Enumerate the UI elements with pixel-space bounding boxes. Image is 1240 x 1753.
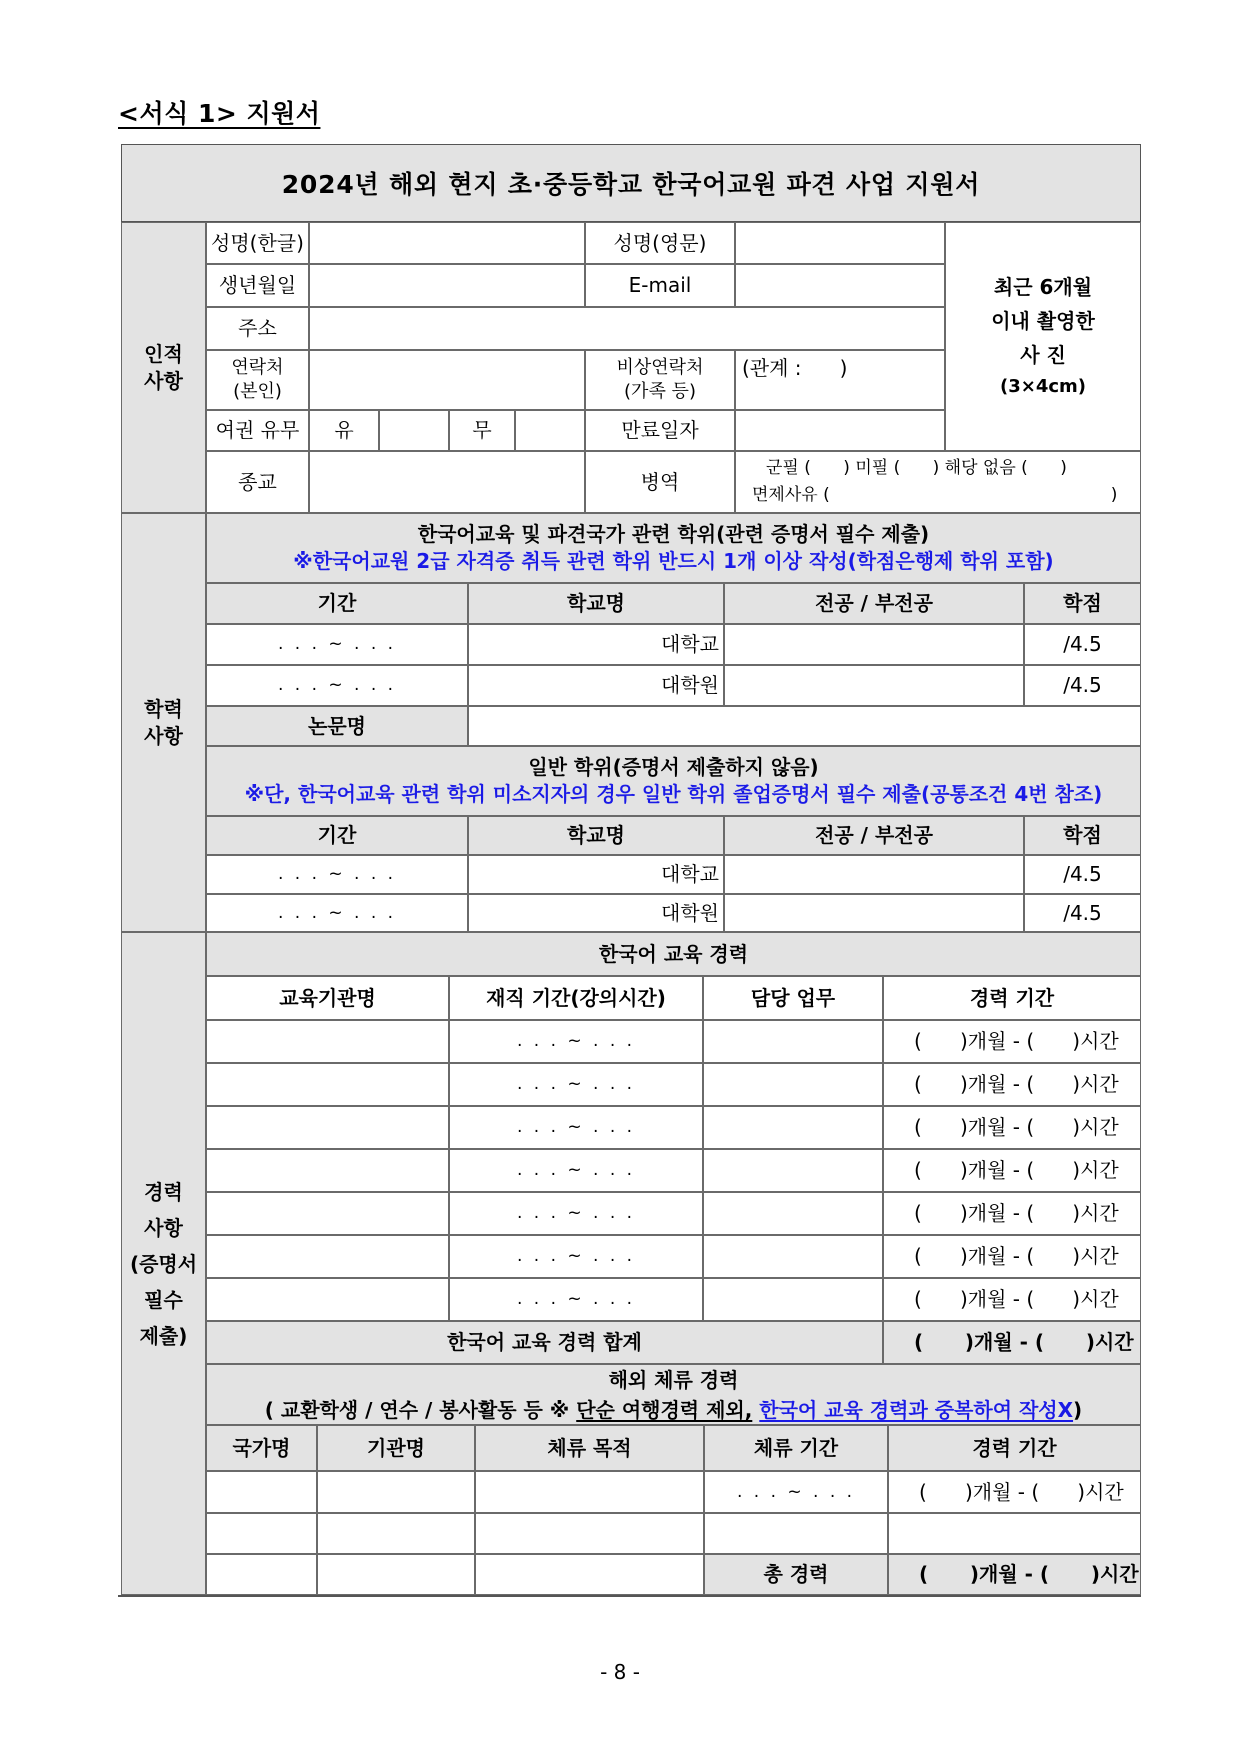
- edu1-row1-period[interactable]: . . . ~ . . .: [206, 624, 468, 665]
- career-row3-institution[interactable]: [206, 1106, 449, 1149]
- overseas-row2-country[interactable]: [206, 1513, 317, 1554]
- career-row3-tenure[interactable]: . . . ~ . . .: [449, 1106, 703, 1149]
- form-label: <서식 1> 지원서: [118, 99, 321, 128]
- overseas-col-org: 기관명: [317, 1425, 475, 1471]
- career-row1-institution[interactable]: [206, 1020, 449, 1063]
- name-kr-field[interactable]: [309, 222, 585, 264]
- personal-section-line2: 사항: [144, 368, 183, 393]
- overseas-row1-stay[interactable]: . . . ~ . . .: [704, 1471, 888, 1513]
- edu2-col-major: 전공 / 부전공: [724, 816, 1024, 855]
- edu2-col-period: 기간: [206, 816, 468, 855]
- career-row2-tenure[interactable]: . . . ~ . . .: [449, 1063, 703, 1106]
- photo-box[interactable]: [945, 222, 1141, 451]
- name-en-label: 성명(영문): [585, 222, 735, 264]
- emergency-field[interactable]: [735, 350, 945, 410]
- overseas-row2-org[interactable]: [317, 1513, 475, 1554]
- address-field[interactable]: [309, 307, 945, 350]
- overseas-row1-country[interactable]: [206, 1471, 317, 1513]
- overseas-col-stay: 체류 기간: [704, 1425, 888, 1471]
- total-career-value[interactable]: ( )개월 - ( )시간: [888, 1554, 1141, 1595]
- career-row1-duty[interactable]: [703, 1020, 883, 1063]
- overseas-note-part2: 단순 여행경력 제외,: [576, 1397, 753, 1422]
- edu2-row1-major[interactable]: [724, 855, 1024, 894]
- military-label: 병역: [585, 451, 735, 513]
- edu2-row2-school[interactable]: 대학원: [468, 894, 724, 932]
- birth-label: 생년월일: [206, 264, 309, 307]
- personal-section-label: [121, 222, 206, 513]
- career-row6-duty[interactable]: [703, 1235, 883, 1278]
- overseas-row1-career[interactable]: ( )개월 - ( )시간: [888, 1471, 1141, 1513]
- address-label: 주소: [206, 307, 309, 350]
- edu1-col-period: 기간: [206, 583, 468, 624]
- career-row6-duration[interactable]: ( )개월 - ( )시간: [883, 1235, 1141, 1278]
- career-section-line1: 경력: [144, 1179, 183, 1204]
- career-col-duration: 경력 기간: [883, 976, 1141, 1020]
- career-row4-duty[interactable]: [703, 1149, 883, 1192]
- overseas-row1-purpose[interactable]: [475, 1471, 704, 1513]
- career-row2-duty[interactable]: [703, 1063, 883, 1106]
- edu1-row2-school[interactable]: 대학원: [468, 665, 724, 706]
- career-row4-tenure[interactable]: . . . ~ . . .: [449, 1149, 703, 1192]
- overseas-row3-purpose[interactable]: [475, 1554, 704, 1595]
- edu1-row2-period[interactable]: . . . ~ . . .: [206, 665, 468, 706]
- edu2-row1-school[interactable]: 대학교: [468, 855, 724, 894]
- korean-career-total-label: 한국어 교육 경력 합계: [206, 1321, 883, 1364]
- overseas-note-part5: ): [1073, 1397, 1083, 1422]
- career-row7-tenure[interactable]: . . . ~ . . .: [449, 1278, 703, 1321]
- contact-line2: (본인): [233, 381, 282, 402]
- korean-degree-heading: [206, 513, 1141, 583]
- career-row4-duration[interactable]: ( )개월 - ( )시간: [883, 1149, 1141, 1192]
- passport-yes-field[interactable]: [379, 410, 449, 451]
- overseas-title: 해외 체류 경력: [608, 1367, 739, 1392]
- career-row3-duty[interactable]: [703, 1106, 883, 1149]
- edu1-col-gpa: 학점: [1024, 583, 1141, 624]
- emergency-line1: 비상연락처: [616, 356, 704, 378]
- overseas-col-purpose: 체류 목적: [475, 1425, 704, 1471]
- edu1-col-major: 전공 / 부전공: [724, 583, 1024, 624]
- career-section-label: [121, 932, 206, 1595]
- career-row7-duty[interactable]: [703, 1278, 883, 1321]
- career-col-tenure: 재직 기간(강의시간): [449, 976, 703, 1020]
- overseas-row3-country[interactable]: [206, 1554, 317, 1595]
- passport-no-label: 무: [449, 410, 515, 451]
- overseas-row2-stay[interactable]: [704, 1513, 888, 1554]
- religion-field[interactable]: [309, 451, 585, 513]
- personal-section-line1: 인적: [144, 341, 183, 366]
- edu1-row2-major[interactable]: [724, 665, 1024, 706]
- edu1-row2-gpa[interactable]: /4.5: [1024, 665, 1141, 706]
- edu1-col-school: 학교명: [468, 583, 724, 624]
- military-options: 군필 ( ) 미필 ( ) 해당 없음 ( ): [766, 457, 1067, 478]
- overseas-row1-org[interactable]: [317, 1471, 475, 1513]
- expiry-field[interactable]: [735, 410, 945, 451]
- overseas-row3-org[interactable]: [317, 1554, 475, 1595]
- career-row6-institution[interactable]: [206, 1235, 449, 1278]
- name-kr-label: 성명(한글): [206, 222, 309, 264]
- overseas-col-career: 경력 기간: [888, 1425, 1141, 1471]
- career-row4-institution[interactable]: [206, 1149, 449, 1192]
- emergency-label: [585, 350, 735, 410]
- military-field[interactable]: [735, 451, 1141, 513]
- emergency-line2: (가족 등): [624, 381, 696, 402]
- general-degree-title: 일반 학위(증명서 제출하지 않음): [528, 755, 819, 779]
- edu2-col-gpa: 학점: [1024, 816, 1141, 855]
- overseas-heading: [206, 1364, 1141, 1425]
- education-section-line2: 사항: [144, 723, 183, 748]
- contact-field[interactable]: [309, 350, 585, 410]
- career-section-line5: 제출): [139, 1323, 188, 1348]
- expiry-label: 만료일자: [585, 410, 735, 451]
- edu2-row1-period[interactable]: . . . ~ . . .: [206, 855, 468, 894]
- korean-career-heading: 한국어 교육 경력: [206, 932, 1141, 976]
- career-col-institution: 교육기관명: [206, 976, 449, 1020]
- career-section-line4: 필수: [144, 1287, 183, 1312]
- passport-no-field[interactable]: [515, 410, 585, 451]
- page-number: - 8 -: [600, 1660, 640, 1684]
- edu1-row1-gpa[interactable]: /4.5: [1024, 624, 1141, 665]
- career-col-duty: 담당 업무: [703, 976, 883, 1020]
- overseas-row2-purpose[interactable]: [475, 1513, 704, 1554]
- career-section-line3: (증명서: [129, 1251, 198, 1276]
- form-title: 2024년 해외 현지 초·중등학교 한국어교원 파견 사업 지원서: [121, 144, 1141, 222]
- table-bottom-border: [118, 1595, 1141, 1597]
- relation-text: (관계 : ): [742, 356, 848, 380]
- edu1-row1-major[interactable]: [724, 624, 1024, 665]
- edu1-row1-school[interactable]: 대학교: [468, 624, 724, 665]
- career-section-line2: 사항: [144, 1215, 183, 1240]
- total-career-label: 총 경력: [704, 1554, 888, 1595]
- general-degree-heading: [206, 746, 1141, 816]
- career-row1-duration[interactable]: ( )개월 - ( )시간: [883, 1020, 1141, 1063]
- career-row5-duty[interactable]: [703, 1192, 883, 1235]
- overseas-note: [265, 1395, 1082, 1425]
- korean-degree-title: 한국어교육 및 파견국가 관련 학위(관련 증명서 필수 제출): [417, 522, 930, 546]
- name-en-field[interactable]: [735, 222, 945, 264]
- overseas-row2-career[interactable]: [888, 1513, 1141, 1554]
- photo-line2: 이내 촬영한: [991, 309, 1095, 334]
- photo-line4: (3×4cm): [999, 376, 1086, 398]
- birth-field[interactable]: [309, 264, 585, 307]
- korean-degree-notice: ※한국어교원 2급 자격증 취득 관련 학위 반드시 1개 이상 작성(학점은행제 학위 포함): [293, 549, 1054, 573]
- religion-label: 종교: [206, 451, 309, 513]
- career-row2-duration[interactable]: ( )개월 - ( )시간: [883, 1063, 1141, 1106]
- korean-career-total-value[interactable]: ( )개월 - ( )시간: [883, 1321, 1141, 1364]
- career-row1-tenure[interactable]: . . . ~ . . .: [449, 1020, 703, 1063]
- edu2-col-school: 학교명: [468, 816, 724, 855]
- edu2-row2-gpa[interactable]: /4.5: [1024, 894, 1141, 932]
- exemption-reason: 면제사유 ( ): [752, 485, 1118, 505]
- edu2-row2-period[interactable]: . . . ~ . . .: [206, 894, 468, 932]
- education-section-line1: 학력: [144, 696, 183, 721]
- passport-yes-label: 유: [309, 410, 379, 451]
- general-degree-notice: ※단, 한국어교육 관련 학위 미소지자의 경우 일반 학위 졸업증명서 필수 제출(공통조건 4번 참조): [244, 782, 1103, 806]
- career-row6-tenure[interactable]: . . . ~ . . .: [449, 1235, 703, 1278]
- overseas-note-part4: 한국어 교육 경력과 중복하여 작성X: [759, 1397, 1074, 1422]
- thesis-label: 논문명: [206, 706, 468, 746]
- career-row5-duration[interactable]: ( )개월 - ( )시간: [883, 1192, 1141, 1235]
- career-row7-duration[interactable]: ( )개월 - ( )시간: [883, 1278, 1141, 1321]
- contact-label: [206, 350, 309, 410]
- career-row7-institution[interactable]: [206, 1278, 449, 1321]
- photo-line3: 사 진: [1020, 343, 1066, 368]
- passport-label: 여권 유무: [206, 410, 309, 451]
- overseas-col-country: 국가명: [206, 1425, 317, 1471]
- email-field[interactable]: [735, 264, 945, 307]
- overseas-note-part1: ( 교환학생 / 연수 / 봉사활동 등 ※: [264, 1397, 577, 1422]
- edu2-row1-gpa[interactable]: /4.5: [1024, 855, 1141, 894]
- career-row2-institution[interactable]: [206, 1063, 449, 1106]
- career-row5-institution[interactable]: [206, 1192, 449, 1235]
- career-row5-tenure[interactable]: . . . ~ . . .: [449, 1192, 703, 1235]
- email-label: E-mail: [585, 264, 735, 307]
- career-row3-duration[interactable]: ( )개월 - ( )시간: [883, 1106, 1141, 1149]
- education-section-label: [121, 513, 206, 932]
- photo-line1: 최근 6개월: [993, 275, 1093, 300]
- thesis-field[interactable]: [468, 706, 1141, 746]
- edu2-row2-major[interactable]: [724, 894, 1024, 932]
- contact-line1: 연락처: [231, 356, 284, 378]
